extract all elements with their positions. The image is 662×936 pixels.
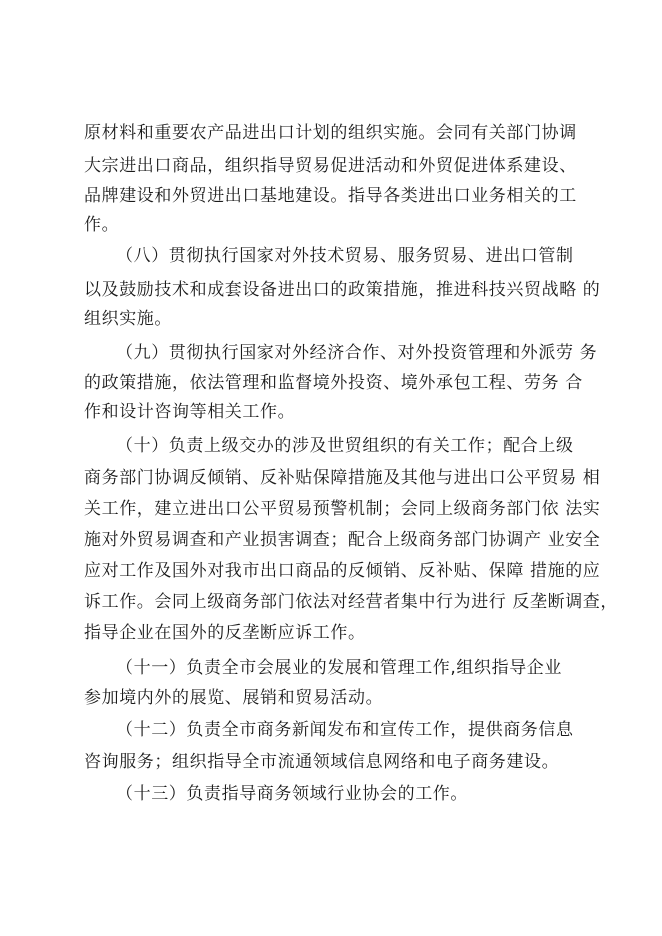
text-line: 作和设计咨询等相关工作。 xyxy=(84,402,296,422)
text-line: （九）贯彻执行国家对外经济合作、对外投资管理和外派劳 务 xyxy=(116,343,598,363)
text-line: （八）贯彻执行国家对外技术贸易、服务贸易、进出口管制 xyxy=(116,246,574,266)
text-line: （十三）负责指导商务领域行业协会的工作。 xyxy=(116,784,468,804)
text-line: 品牌建设和外贸进出口基地建设。指导各类进出口业务相关的工 xyxy=(84,186,577,206)
text-line: （十一）负责全市会展业的发展和管理工作,组织指导企业 xyxy=(116,658,563,678)
text-line: 大宗进出口商品，组织指导贸易促进活动和外贸促进体系建设、 xyxy=(84,156,577,176)
text-line: 咨询服务；组织指导全市流通领域信息网络和电子商务建设。 xyxy=(84,752,560,772)
text-line: 施对外贸易调查和产业损害调查；配合上级商务部门协调产 业安全 xyxy=(84,530,601,550)
text-line: 应对工作及国外对我市出口商品的反倾销、反补贴、保障 措施的应 xyxy=(84,561,601,581)
text-line: 原材料和重要农产品进出口计划的组织实施。会同有关部门协调 xyxy=(84,123,577,143)
text-line: 作。 xyxy=(84,215,120,235)
text-line: 指导企业在国外的反垄断应诉工作。 xyxy=(84,623,366,643)
text-line: 组织实施。 xyxy=(84,309,172,329)
text-line: 参加境内外的展览、展销和贸易活动。 xyxy=(84,688,384,708)
text-line: （十）负责上级交办的涉及世贸组织的有关工作；配合上级 xyxy=(116,436,574,456)
text-line: （十二）负责全市商务新闻发布和宣传工作，提供商务信息 xyxy=(116,720,574,740)
text-line: 关工作，建立进出口公平贸易预警机制；会同上级商务部门依 法实 xyxy=(84,499,601,519)
text-line: 以及鼓励技术和成套设备进出口的政策措施，推进科技兴贸战略 的 xyxy=(84,280,601,300)
text-line: 商务部门协调反倾销、反补贴保障措施及其他与进出口公平贸易 相 xyxy=(84,468,601,488)
text-line: 诉工作。会同上级商务部门依法对经营者集中行为进行 反垄断调查， xyxy=(84,592,619,612)
text-line: 的政策措施，依法管理和监督境外投资、境外承包工程、劳务 合 xyxy=(84,373,583,393)
